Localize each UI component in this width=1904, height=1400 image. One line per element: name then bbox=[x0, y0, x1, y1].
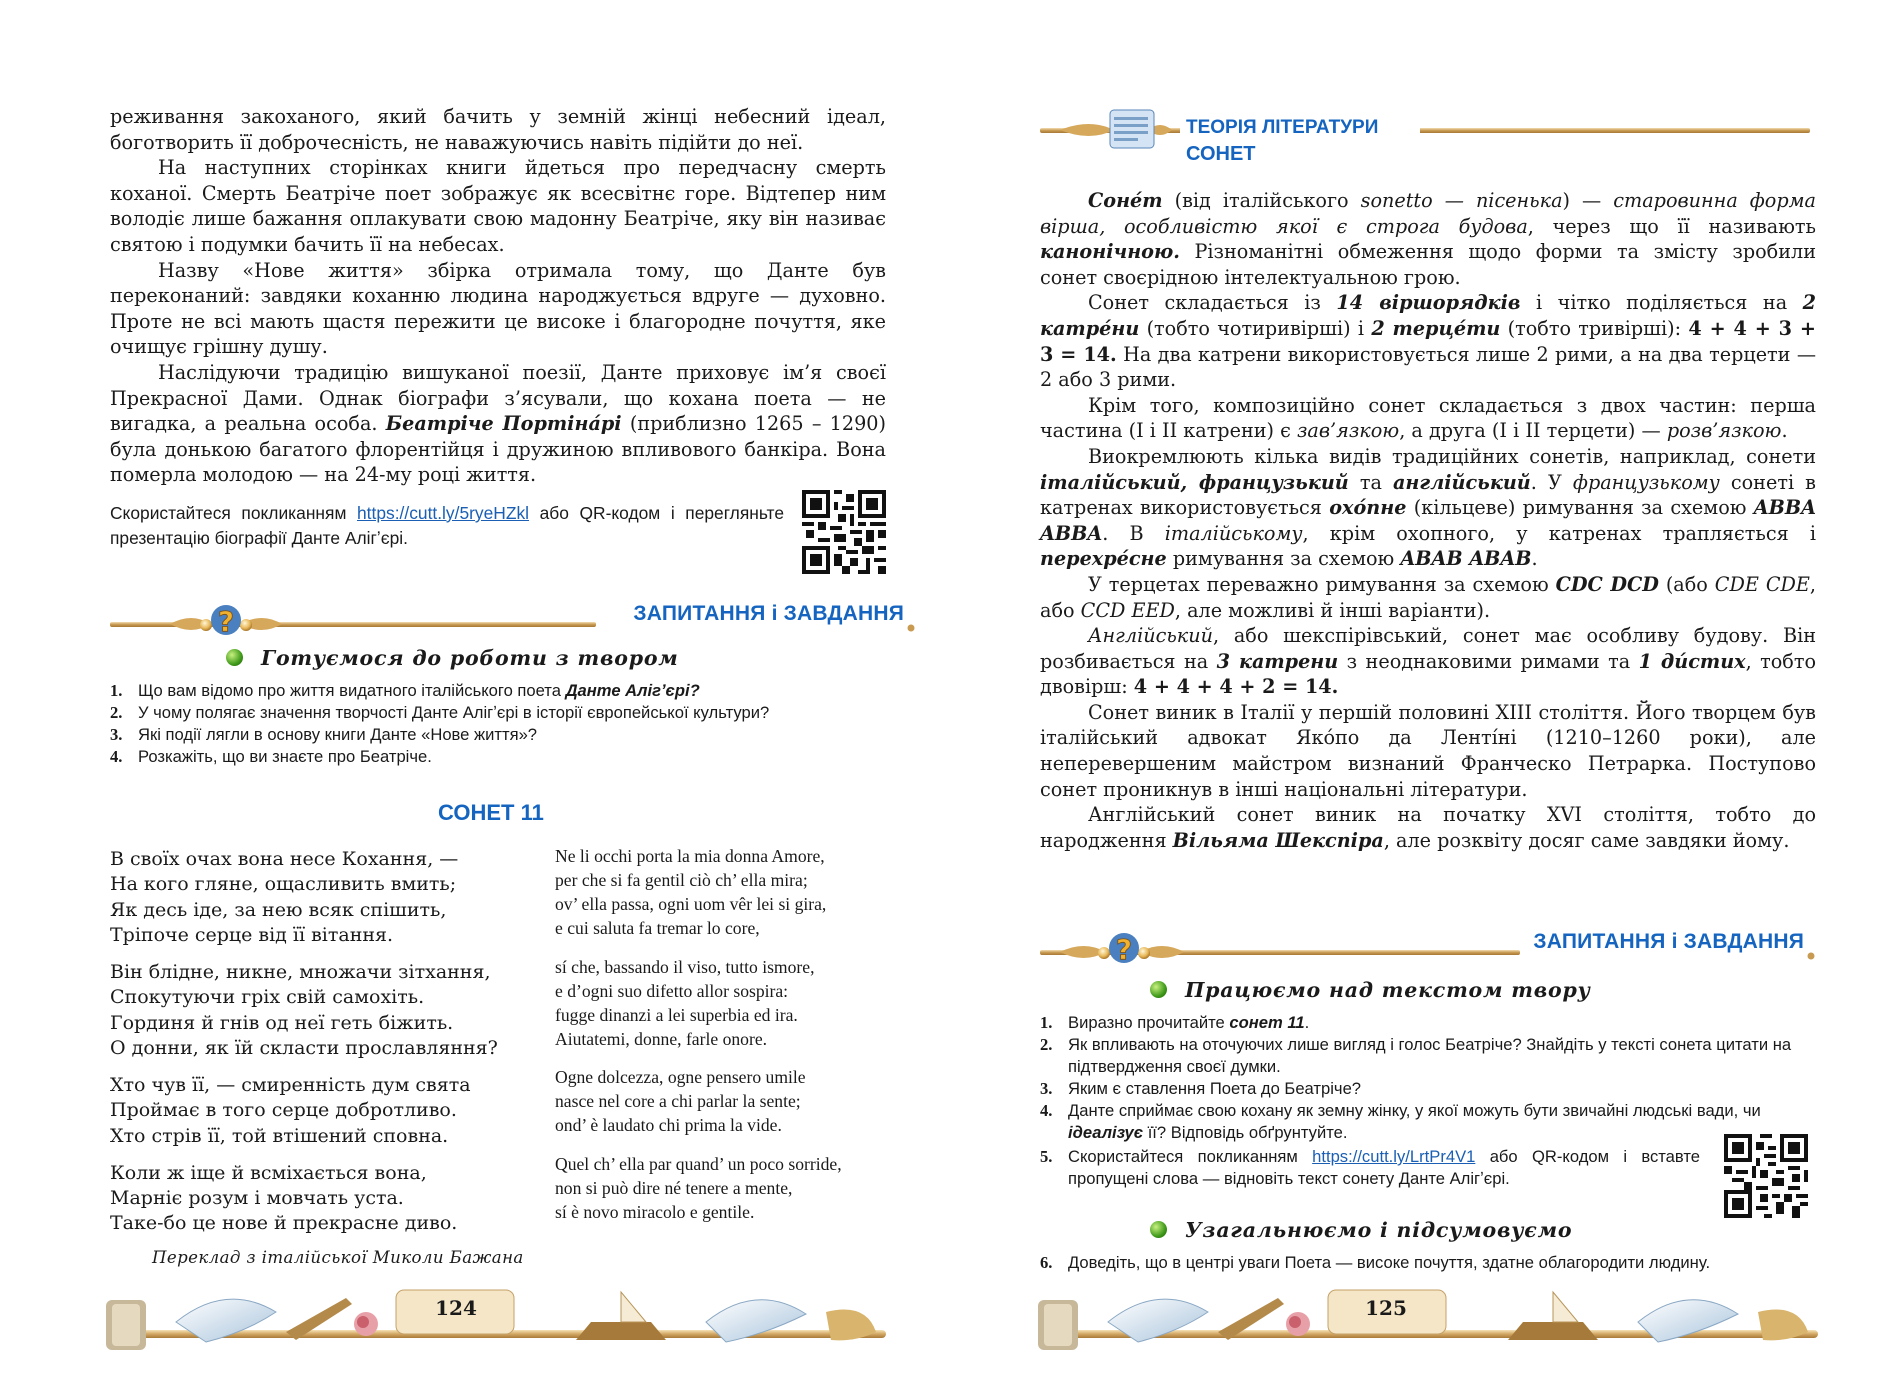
poem-line: e d’ogni suo difetto allor sospira: bbox=[555, 980, 789, 1001]
term: перехре́сне bbox=[1040, 547, 1167, 571]
paragraph bbox=[1040, 623, 1816, 700]
paragraph: Назву «Нове життя» збірка отримала тому, що Данте був переконаний: завдяки коханню людина народжується вдруге — духовно. Проте не всі мають щастя пережити це високе і благородне почуття, яке очищує грішну душу. bbox=[110, 258, 886, 359]
stanza bbox=[110, 847, 550, 949]
theory-text bbox=[1040, 188, 1816, 853]
poem-line: Тріпоче серце від її вітання. bbox=[110, 924, 394, 947]
question-emphasis: Данте Алігʼєрі? bbox=[565, 681, 700, 700]
question-item bbox=[110, 680, 900, 702]
paragraph: На наступних сторінках книги йдеться про передчасну смерть коханої. Смерть Беатріче поет зображує як всесвітнє горе. Відтепер ним володіє лише бажання оплакувати свою мадонну Беатріче, яку він називає святою і подумки бачить її на небесах. bbox=[110, 156, 886, 256]
paragraph bbox=[1040, 188, 1816, 290]
poem-line: Він блідне, никне, множачи зітхання, bbox=[110, 961, 491, 984]
question-text: або QR-кодом і вставте пропущені слова — відновіть текст сонету Данте Алігʼєрі. bbox=[1068, 1147, 1701, 1188]
subheading-text: Готуємося до роботи з твором bbox=[261, 646, 679, 670]
text: сонеті в катренах використовується bbox=[1040, 470, 1816, 520]
question-number: 3. bbox=[110, 725, 123, 744]
subheading-text: Працюємо над текстом твору bbox=[1185, 978, 1591, 1002]
poem-line: Хто чув її, — смиренність дум свята bbox=[110, 1074, 471, 1097]
poem-line: В своїх очах вона несе Кохання, — bbox=[110, 848, 459, 870]
text: sonetto — пісенька bbox=[1360, 189, 1563, 212]
sonnet-exercise-link[interactable]: https://cutt.ly/LrtPr4V1 bbox=[1312, 1147, 1476, 1166]
text: (приблизно 1265 – 1290) була донькою багатого флорентійця і дружиною впливового банкіра. Вона померла молодою — на 24-му році життя. bbox=[110, 412, 886, 487]
poem-line: per che si fa gentil ciò ch’ ella mira; bbox=[555, 870, 808, 891]
svg-text:?: ? bbox=[1115, 933, 1133, 966]
paragraph: Крім того, композиційно сонет складається з двох частин: перша частина (I і II катрени) є зав’язкою, а друга (I і II терцети) — розв’язкою. bbox=[1040, 393, 1816, 443]
questions-list bbox=[110, 680, 900, 768]
bullet-icon bbox=[1150, 981, 1167, 998]
subheading bbox=[1150, 1218, 1572, 1242]
rhyme-scheme: ABAB ABAB bbox=[1400, 547, 1532, 571]
question-text: Скористайтеся покликанням bbox=[1068, 1147, 1313, 1166]
text: італійському bbox=[1164, 521, 1303, 545]
poem-line: Спокутуючи гріх свій самохіть. bbox=[110, 986, 425, 1009]
question-item bbox=[1040, 1252, 1840, 1274]
poem-line: Quel ch’ ella par quand’ un poco sorride, bbox=[555, 1153, 842, 1174]
question-item bbox=[110, 702, 900, 724]
text: , тобто двовірш: bbox=[1040, 649, 1816, 699]
term: зав’язкою bbox=[1296, 419, 1400, 443]
stanza bbox=[555, 1065, 915, 1137]
poem-line: sí che, bassando il viso, tutto ismore, bbox=[555, 956, 815, 977]
subheading bbox=[1150, 978, 1591, 1002]
text: . В bbox=[1102, 521, 1165, 545]
question-text: Яким є ставлення Поета до Беатріче? bbox=[1068, 1079, 1362, 1098]
page-footer-ornament bbox=[1038, 1282, 1818, 1362]
text: , або bbox=[1040, 572, 1816, 622]
question-number: 5. bbox=[1040, 1147, 1053, 1166]
text: (тобто чотиривірші) і bbox=[1139, 316, 1372, 340]
question-text: Що вам відомо про життя видатного італійського поета bbox=[138, 681, 566, 700]
question-emphasis: сонет 11 bbox=[1229, 1013, 1305, 1032]
qr-note bbox=[110, 501, 784, 551]
text: , через що її називають bbox=[1527, 214, 1816, 238]
poem-line: fugge dinanzi a lei superbia ed ira. bbox=[555, 1004, 798, 1025]
text: , крім охопного, у катренах трапляється і bbox=[1302, 521, 1816, 545]
term: 1 ди́стих bbox=[1638, 649, 1746, 673]
poem-line: На кого гляне, ощасливить вмить; bbox=[110, 873, 457, 896]
poem-line: ov’ ella passa, ogni uom vêr lei si gira, bbox=[555, 894, 827, 915]
question-text: Як впливають на оточуючих лише вигляд і голос Беатріче? Знайдіть у тексті сонета цитати на підтвердження своєї думки. bbox=[1068, 1035, 1792, 1076]
text: (від італійського bbox=[1162, 189, 1361, 212]
poem-line: О донни, як їй скласти прославляння? bbox=[110, 1037, 498, 1060]
bullet-icon bbox=[226, 649, 243, 666]
term: канонічною. bbox=[1040, 240, 1180, 264]
term: розв’язкою bbox=[1666, 419, 1782, 443]
question-text: Виразно прочитайте bbox=[1068, 1013, 1230, 1032]
text: На два катрени використовується лише 2 рими, а на два терцети — 2 або 3 рими. bbox=[1040, 342, 1817, 392]
question-number: 2. bbox=[1040, 1035, 1053, 1054]
paragraph: Сонет виник в Італії у першій половині XIII століття. Його творцем був італійський адвокат Яко́по да Ленті́ні (1210–1260 роки), але неперевершеним майстром визнаний Франческо Петрарка. Поступово сонет проникнув в інші національні літератури. bbox=[1040, 700, 1816, 801]
text: Виокремлюють кілька видів традиційних сонетів, наприклад, сонети bbox=[1088, 444, 1816, 468]
question-number: 3. bbox=[1040, 1079, 1053, 1098]
presentation-link[interactable]: https://cutt.ly/5ryeHZkl bbox=[357, 503, 530, 523]
poem-line: Як десь іде, за нею всяк спішить, bbox=[110, 898, 447, 921]
poem-line: Aiutatemi, donne, farle onore. bbox=[555, 1028, 768, 1049]
stanza bbox=[555, 955, 915, 1051]
page-footer-ornament bbox=[106, 1282, 886, 1362]
text: Крім того, композиційно сонет складається з двох частин: перша частина (I і II катрени) є bbox=[1040, 393, 1816, 443]
sonnet-title: СОНЕТ 11 bbox=[438, 800, 544, 825]
text: , а друга (I і II терцети) — bbox=[1399, 419, 1667, 443]
question-item bbox=[1040, 1100, 1820, 1144]
stanza bbox=[110, 1161, 550, 1237]
paragraph: реживання закоханого, який бачить у земній жінці небесний ідеал, боготворить її доброчесність, не наважуючись навіть підійти до неї. bbox=[110, 105, 886, 154]
questions-banner bbox=[1040, 926, 1816, 982]
term: охо́пне bbox=[1329, 496, 1407, 520]
stanza bbox=[555, 1152, 915, 1224]
text: (тобто тривірші): bbox=[1500, 316, 1689, 340]
page-number: 124 bbox=[435, 1296, 477, 1320]
term: 2 катре́ни bbox=[1040, 291, 1816, 340]
text: Скористайтеся покликанням bbox=[110, 503, 357, 523]
poem-line: ond’ è laudato chi prima la vide. bbox=[555, 1115, 782, 1136]
question-item bbox=[110, 746, 900, 768]
question-item bbox=[1040, 1078, 1820, 1100]
theory-topic: СОНЕТ bbox=[1186, 143, 1256, 165]
poem-ukrainian bbox=[110, 847, 550, 1248]
formula: 4 + 4 + 4 + 2 = 14. bbox=[1133, 675, 1339, 699]
text: та bbox=[1348, 470, 1393, 494]
paragraph bbox=[1040, 572, 1816, 623]
person-name: Вільяма Шекспіра bbox=[1172, 828, 1384, 852]
term: 2 терце́ти bbox=[1371, 316, 1501, 340]
banner-title: ЗАПИТАННЯ і ЗАВДАННЯ bbox=[1533, 930, 1804, 953]
stanza bbox=[110, 960, 550, 1062]
text: Наслідуючи традицію вишуканої поезії, Данте приховує ім’я своєї Прекрасної Дами. Однак біографи з’ясували, що кохана поета — не вигадка, а реальна особа. bbox=[110, 360, 886, 436]
question-text: Доведіть, що в центрі уваги Поета — високе почуття, здатне облагородити людину. bbox=[1068, 1253, 1711, 1272]
question-number: 1. bbox=[1040, 1013, 1053, 1032]
qr-code-icon[interactable] bbox=[802, 490, 886, 574]
question-text: Розкажіть, що ви знаєте про Беатріче. bbox=[138, 747, 432, 766]
question-text: її? Відповідь обґрунтуйте. bbox=[1143, 1123, 1348, 1142]
rhyme-scheme: ABBA ABBA bbox=[1040, 496, 1816, 545]
question-number: 4. bbox=[110, 747, 123, 766]
question-number: 1. bbox=[110, 681, 123, 700]
term: 3 катрени bbox=[1216, 649, 1339, 673]
text: (або bbox=[1658, 572, 1715, 596]
question-text: . bbox=[1304, 1013, 1310, 1032]
term: 14 віршорядків bbox=[1336, 291, 1521, 315]
text: французькому bbox=[1572, 470, 1720, 494]
translator-credit: Переклад з італійської Миколи Бажана bbox=[152, 1248, 524, 1267]
text: старовинна форма вірша, особливістю якої є строга будова bbox=[1040, 189, 1816, 238]
poem-line: sí è novo miracolo e gentile. bbox=[555, 1201, 755, 1222]
rhyme-scheme: CDC DCD bbox=[1555, 572, 1659, 596]
poem-line: Таке-бо це нове й прекрасне диво. bbox=[110, 1212, 458, 1235]
stanza bbox=[555, 844, 915, 940]
question-number: 4. bbox=[1040, 1101, 1053, 1120]
poem-line: e cui saluta fa tremar lo core, bbox=[555, 918, 760, 939]
text: ) — bbox=[1562, 189, 1614, 212]
rhyme-scheme: CDE CDE bbox=[1714, 572, 1810, 596]
right-page bbox=[952, 0, 1904, 1400]
paragraph bbox=[110, 360, 886, 488]
subheading bbox=[226, 646, 679, 670]
question-item bbox=[1040, 1034, 1820, 1078]
theory-title bbox=[1186, 115, 1378, 167]
poem-line: non si può dire né tenere a mente, bbox=[555, 1177, 793, 1198]
poem-line: Хто стрів її, той втішений сповна. bbox=[110, 1124, 449, 1147]
questions-list bbox=[1040, 1012, 1820, 1144]
qr-code-icon[interactable] bbox=[1724, 1134, 1808, 1218]
term: англійський bbox=[1393, 470, 1531, 494]
page-number: 125 bbox=[1365, 1296, 1407, 1320]
question-number: 2. bbox=[110, 703, 123, 722]
text: . У bbox=[1530, 470, 1573, 494]
questions-list bbox=[1040, 1252, 1840, 1274]
text: Англійський сонет виник на початку XVI століття, тобто до народження bbox=[1040, 803, 1816, 852]
paragraph: Виокремлюють кілька видів традиційних сонетів, наприклад, сонети італійський, французький та англійський. У французькому сонеті в катренах використовується охо́пне (кільцеве) римування за схемою ABBA ABBA. В італійському, крім охопного, у катренах трапляється і перехре́сне римування за схемою ABAB ABAB. bbox=[1040, 444, 1816, 571]
text: (кільцеве) римування за схемою bbox=[1406, 496, 1754, 520]
poem-line: Гординя й гнів од неї геть біжить. bbox=[110, 1011, 454, 1034]
paragraph bbox=[1040, 290, 1816, 392]
questions-list bbox=[1040, 1146, 1700, 1190]
rhyme-scheme: CCD EED bbox=[1080, 598, 1175, 622]
poem-italian bbox=[555, 844, 915, 1238]
bullet-icon bbox=[1150, 1221, 1167, 1238]
question-emphasis: ідеалізує bbox=[1068, 1123, 1144, 1142]
question-item bbox=[1040, 1012, 1820, 1034]
text: Англійський bbox=[1088, 624, 1213, 648]
text: з неоднаковими римами та bbox=[1338, 649, 1639, 673]
poem-line: Проймає в того серце добротливо. bbox=[110, 1099, 457, 1122]
poem-line: Ogne dolcezza, ogne pensero umile bbox=[555, 1067, 806, 1088]
poem-line: Марніє розум і мовчать уста. bbox=[110, 1187, 404, 1210]
term: італійський, французький bbox=[1040, 470, 1349, 494]
term: Соне́т bbox=[1088, 189, 1163, 212]
poem-line: nasce nel core a chi parlar la sente; bbox=[555, 1091, 801, 1112]
text: Сонет складається із bbox=[1088, 291, 1337, 315]
poem-line: Коли ж іще й всміхається вона, bbox=[110, 1161, 427, 1184]
question-text: Які події лягли в основу книги Данте «Нове життя»? bbox=[138, 725, 538, 744]
formula: 4 + 4 + 3 + 3 = 14. bbox=[1040, 316, 1816, 366]
question-item bbox=[110, 724, 900, 746]
text: У терцетах переважно римування за схемою bbox=[1088, 572, 1556, 596]
svg-text:?: ? bbox=[217, 605, 235, 638]
text: , але розквіту досяг саме завдяки йому. bbox=[1383, 828, 1790, 852]
question-text: Данте сприймає свою кохану як земну жінку, у якої можуть бути звичайні людські вади, чи bbox=[1068, 1101, 1761, 1120]
subheading-text: Узагальнюємо і підсумовуємо bbox=[1185, 1218, 1573, 1242]
stanza bbox=[110, 1073, 550, 1149]
beatrice-name: Беатріче Портіна́рі bbox=[385, 412, 622, 436]
question-number: 6. bbox=[1040, 1253, 1053, 1272]
text: або QR-кодом і перегляньте презентацію біографії Данте Алігʼєрі. bbox=[110, 503, 784, 548]
left-body-text bbox=[110, 104, 886, 488]
text: і чітко поділяється на bbox=[1520, 291, 1803, 315]
text: , але можливі й інші варіанти). bbox=[1174, 598, 1491, 622]
question-text: У чому полягає значення творчості Данте Алігʼєрі в історії європейської культури? bbox=[138, 703, 770, 722]
theory-banner bbox=[1040, 108, 1810, 164]
poem-line: Ne li occhi porta la mia donna Amore, bbox=[555, 846, 825, 866]
banner-title: ЗАПИТАННЯ і ЗАВДАННЯ bbox=[633, 602, 904, 625]
theory-heading: ТЕОРІЯ ЛІТЕРАТУРИ bbox=[1186, 117, 1379, 138]
text: Різноманітні обмеження щодо форми та змісту зробили сонет своєрідною інтелектуальною грою. bbox=[1040, 240, 1816, 289]
text: , або шекспірівський, сонет має особливу будову. Він розбивається на bbox=[1040, 624, 1816, 673]
question-item bbox=[1040, 1146, 1700, 1190]
paragraph bbox=[1040, 802, 1816, 853]
text: римування за схемою bbox=[1166, 547, 1401, 571]
